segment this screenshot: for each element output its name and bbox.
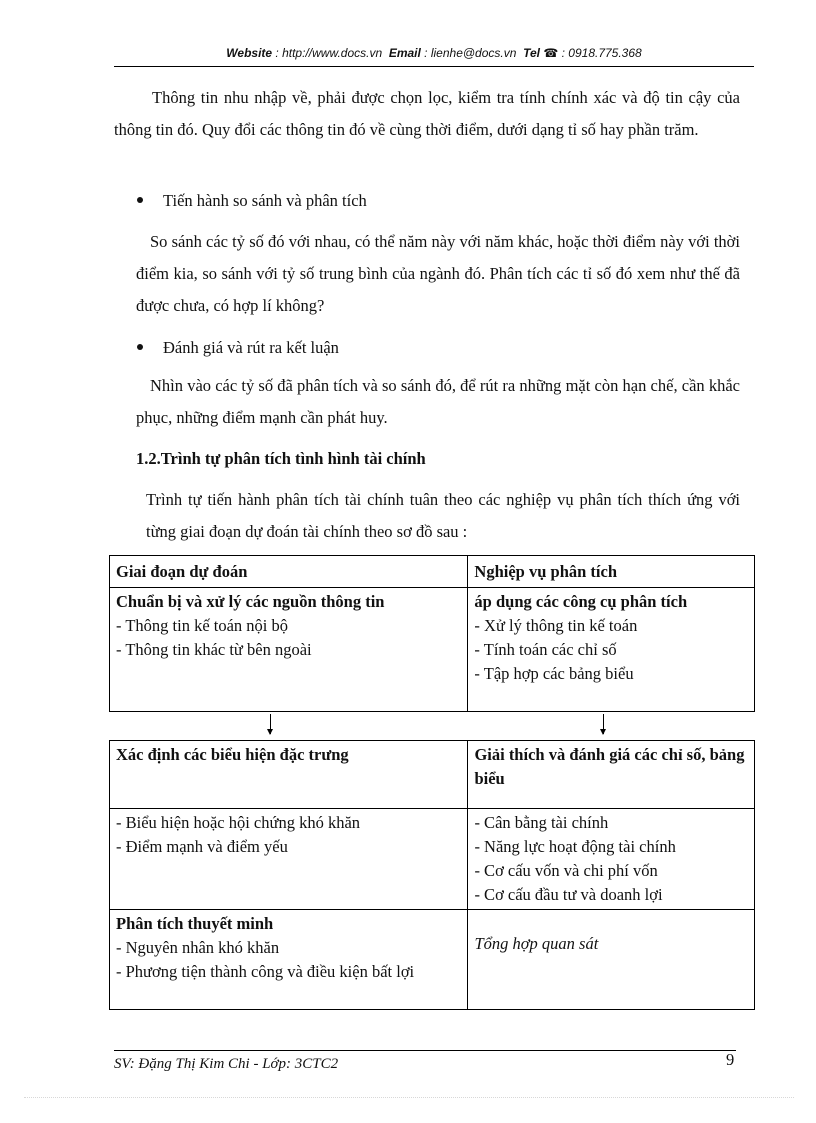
list-item: - Tập hợp các bảng biểu	[474, 664, 634, 683]
tel-label: Tel	[523, 46, 540, 60]
bullet-compare-text: Tiến hành so sánh và phân tích	[163, 191, 367, 210]
list-item: - Cơ cấu đầu tư và doanh lợi	[474, 885, 663, 904]
list-item: - Biểu hiện hoặc hội chứng khó khăn	[116, 813, 361, 832]
flow-table-bottom	[109, 740, 755, 1010]
operation-explain-title: Giải thích và đánh giá các chỉ số, bảng biểu	[468, 741, 755, 809]
email-separator: :	[420, 46, 431, 60]
page-edge-divider	[24, 1097, 794, 1098]
paragraph-compare: So sánh các tỷ số đó với nhau, có thể năm này với năm khác, hoặc thời điểm này với thời điểm kia, so sánh với tỷ số trung bình của ngành đó. Phân tích các tỉ số đó xem như thế đã được chưa, có hợp lí không?	[136, 232, 740, 315]
list-item: - Năng lực hoạt động tài chính	[474, 837, 676, 856]
website-separator: :	[272, 46, 283, 60]
page-number: 9	[726, 1050, 735, 1069]
list-item: - Thông tin khác từ bên ngoài	[116, 640, 312, 659]
list-item: - Cân bằng tài chính	[474, 813, 609, 832]
bullet-dot-icon	[137, 344, 143, 350]
operation-apply-title: áp dụng các công cụ phân tích	[474, 592, 688, 611]
website-label: Website	[226, 46, 273, 60]
email-address[interactable]: lienhe@docs.vn	[430, 46, 517, 60]
phone-icon: ☎	[543, 46, 559, 60]
section-heading: 1.2.Trình tự phân tích tình hình tài chính	[136, 449, 426, 468]
down-arrow-icon	[603, 714, 604, 734]
down-arrow-icon	[270, 714, 271, 734]
email-label: Email	[388, 46, 421, 60]
bullet-evaluate-text: Đánh giá và rút ra kết luận	[163, 338, 339, 357]
paragraph-evaluate: Nhìn vào các tỷ số đã phân tích và so sánh đó, để rút ra những mặt còn hạn chế, cần khắc phục, những điểm mạnh cần phát huy.	[136, 376, 740, 427]
paragraph-sequence: Trình tự tiến hành phân tích tài chính tuân theo các nghiệp vụ phân tích thích ứng với từng giai đoạn dự đoán tài chính theo sơ đồ sau :	[146, 490, 740, 541]
list-item: - Nguyên nhân khó khăn	[116, 938, 280, 957]
paragraph-info-gathering: Thông tin nhu nhập về, phải được chọn lọc, kiểm tra tính chính xác và độ tin cậy của thông tin đó. Quy đổi các thông tin đó về cùng thời điểm, dưới dạng tỉ số hay phần trăm.	[114, 88, 740, 139]
stage-prepare-cell	[110, 588, 468, 712]
operation-summary-text: Tổng hợp quan sát	[474, 934, 599, 953]
list-item: - Điểm mạnh và điểm yếu	[116, 837, 288, 856]
footer-divider	[114, 1050, 736, 1051]
tel-number: : 0918.775.368	[558, 46, 642, 60]
bullet-compare	[137, 189, 367, 213]
stage-prepare-title: Chuẩn bị và xử lý các nguồn thông tin	[116, 592, 385, 611]
stage-identify-cell	[110, 809, 468, 910]
column-header-operation: Nghiệp vụ phân tích	[468, 556, 755, 588]
website-url[interactable]: http://www.docs.vn	[282, 46, 383, 60]
page-header	[114, 46, 754, 60]
footer-student: SV: Đặng Thị Kim Chi - Lớp: 3CTC2	[114, 1056, 339, 1072]
list-item: - Xử lý thông tin kế toán	[474, 616, 638, 635]
bullet-dot-icon	[137, 197, 143, 203]
stage-explain-cell	[110, 910, 468, 1010]
operation-apply-cell	[468, 588, 755, 712]
flow-table-top	[109, 555, 755, 712]
list-item: - Cơ cấu vốn và chi phí vốn	[474, 861, 658, 880]
header-divider	[114, 66, 754, 67]
list-item: - Phương tiện thành công và điều kiện bất lợi	[116, 962, 415, 981]
list-item: - Tính toán các chỉ số	[474, 640, 617, 659]
stage-identify-title: Xác định các biểu hiện đặc trưng	[110, 741, 468, 809]
operation-explain-cell	[468, 809, 755, 910]
bullet-evaluate	[137, 336, 339, 360]
operation-summary-cell	[468, 910, 755, 1010]
column-header-stage: Giai đoạn dự đoán	[110, 556, 468, 588]
list-item: - Thông tin kế toán nội bộ	[116, 616, 289, 635]
stage-explain-title: Phân tích thuyết minh	[116, 914, 274, 933]
